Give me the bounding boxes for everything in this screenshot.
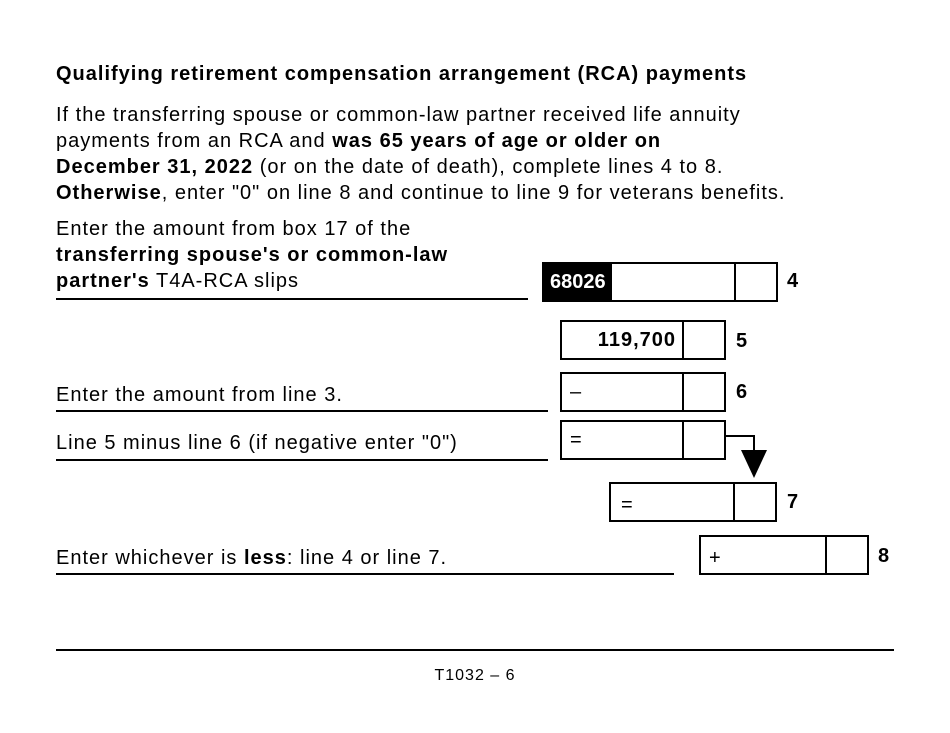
line6-label: Enter the amount from line 3. — [56, 384, 343, 406]
line8-cents-divider — [825, 537, 827, 573]
line7-number: 7 — [787, 491, 799, 513]
arrow-down-icon — [720, 432, 800, 482]
line6-sign: – — [570, 381, 582, 403]
line8-label-bold: less — [243, 547, 287, 569]
line-difference-cents-divider — [682, 422, 684, 458]
line5-amount: 119,700 — [597, 329, 676, 351]
intro-line-3-text: (or on the date of death), complete lines 4 to 8. — [253, 156, 724, 178]
line6-rule — [56, 410, 548, 412]
line4-label — [56, 216, 448, 294]
line7-sign: = — [621, 494, 633, 516]
line8-amount-field[interactable] — [699, 535, 869, 575]
line4-label-3-bold: partner's — [56, 270, 150, 292]
line8-label-c: : line 4 or line 7. — [286, 547, 448, 569]
section-title: Qualifying retirement compensation arrangement (RCA) payments — [56, 63, 748, 85]
intro-line-2-text: payments from an RCA and — [56, 130, 333, 152]
line4-label-2: transferring spouse's or common-law — [56, 244, 449, 266]
line7-cents-divider — [733, 484, 735, 520]
line6-number: 6 — [736, 381, 748, 403]
line4-amount-field[interactable] — [542, 262, 778, 302]
footer-rule — [56, 649, 894, 651]
line8-label — [56, 545, 447, 571]
line4-number: 4 — [787, 270, 799, 292]
line5-cents-divider — [682, 322, 684, 358]
line4-cents-divider — [734, 264, 736, 300]
intro-line-2 — [56, 128, 936, 154]
line7-amount-field[interactable] — [609, 482, 777, 522]
intro-line-3-bold: December 31, 2022 — [56, 156, 254, 178]
line-difference-sign: = — [570, 429, 582, 451]
intro-line-2-bold: was 65 years of age or older on — [332, 130, 662, 152]
line5-number: 5 — [736, 330, 748, 352]
line8-rule — [56, 573, 674, 575]
line-difference-rule — [56, 459, 548, 461]
line4-code: 68026 — [544, 264, 612, 300]
line8-number: 8 — [878, 545, 890, 567]
line-difference-amount-field[interactable] — [560, 420, 726, 460]
line4-label-1: Enter the amount from box 17 of the — [56, 218, 412, 240]
intro-paragraph — [56, 102, 936, 206]
line8-label-a: Enter whichever is — [56, 547, 244, 569]
line6-amount-field[interactable] — [560, 372, 726, 412]
line-difference-label: Line 5 minus line 6 (if negative enter "0") — [56, 432, 458, 454]
line6-cents-divider — [682, 374, 684, 410]
line5-amount-field — [560, 320, 726, 360]
line4-rule — [56, 298, 528, 300]
intro-line-1: If the transferring spouse or common-law partner received life annuity — [56, 104, 741, 126]
intro-line-4 — [56, 180, 936, 206]
intro-line-4-bold: Otherwise — [56, 182, 162, 204]
line4-label-3 — [56, 268, 448, 294]
intro-line-3 — [56, 154, 936, 180]
page-number: T1032 – 6 — [434, 667, 516, 684]
intro-line-4-text: , enter "0" on line 8 and continue to line 9 for veterans benefits. — [161, 182, 786, 204]
line4-label-3-text: T4A-RCA slips — [149, 270, 300, 292]
line8-sign: + — [709, 547, 721, 569]
